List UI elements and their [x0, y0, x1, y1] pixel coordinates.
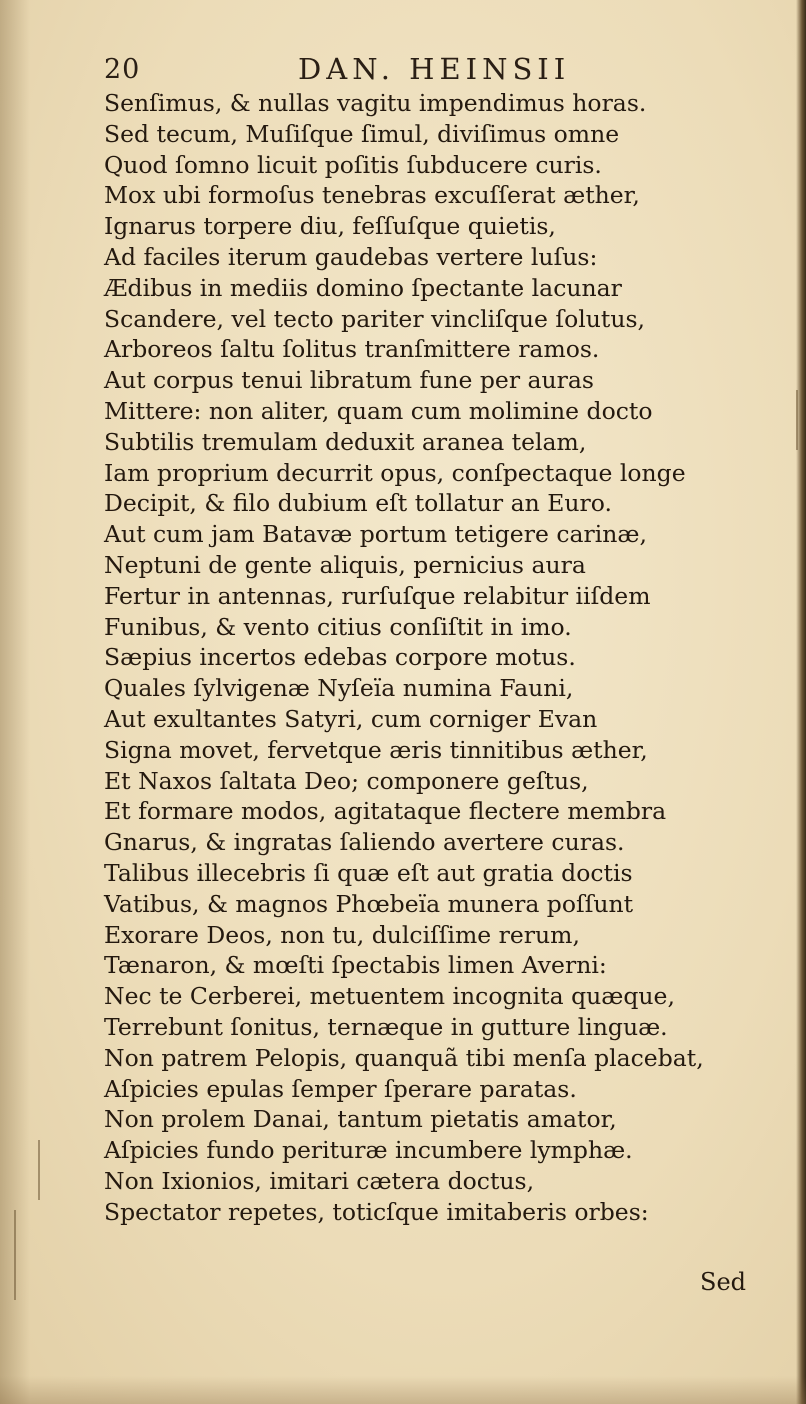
verse-line: Quales ſylvigenæ Nyſeïa numina Fauni, — [104, 674, 574, 703]
verse-line: Mox ubi formoſus tenebras excuſſerat æther, — [104, 181, 640, 210]
verse-line: Signa movet, fervetque æris tinnitibus æther, — [104, 735, 648, 764]
verse-line: Iam proprium decurrit opus, conſpectaque longe — [104, 458, 686, 487]
verse-line: Decipit, & filo dubium eſt tollatur an Euro. — [104, 489, 612, 518]
verse-line: Gnarus, & ingratas ſaliendo avertere curas. — [104, 828, 625, 857]
verse-line: Ignarus torpere diu, feſſuſque quietis, — [104, 212, 556, 241]
verse-line: Scandere, vel tecto pariter vincliſque ſolutus, — [104, 304, 646, 333]
verse-line: Non prolem Danai, tantum pietatis amator, — [104, 1105, 617, 1134]
verse-line: Aut exultantes Satyri, cum corniger Evan — [104, 704, 598, 733]
verse-line: Aut cum jam Batavæ portum tetigere carinæ, — [104, 520, 647, 549]
verse-line: Neptuni de gente aliquis, pernicius aura — [104, 550, 586, 579]
verse-line: Talibus illecebris ſi quæ eſt aut gratia doctis — [104, 858, 633, 887]
verse-line: Fertur in antennas, rurſuſque relabitur iiſdem — [104, 581, 651, 610]
verse-line: Quod ſomno licuit poſitis ſubducere curis. — [104, 150, 602, 179]
gutter-shadow — [0, 0, 30, 1404]
verse-line: Et Naxos ſaltata Deo; componere geſtus, — [104, 766, 589, 795]
verse-line: Aſpicies epulas ſemper ſperare paratas. — [104, 1074, 577, 1103]
verse-line: Ad faciles iterum gaudebas vertere luſus: — [104, 242, 598, 271]
verse-line: Sed tecum, Muſiſque ſimul, diviſimus omne — [104, 119, 620, 148]
verse-line: Spectator repetes, toticſque imitaberis orbes: — [104, 1197, 649, 1226]
verse-line: Funibus, & vento citius conſiſtit in imo. — [104, 612, 572, 641]
verse-line: Terrebunt ſonitus, ternæque in gutture linguæ. — [104, 1012, 668, 1041]
verse-line: Subtilis tremulam deduxit aranea telam, — [104, 427, 587, 456]
margin-mark — [796, 390, 798, 450]
verse-line: Sæpius incertos edebas corpore motus. — [104, 643, 576, 672]
verse-line: Senſimus, & nullas vagitu impendimus horas. — [104, 89, 647, 117]
verse-line: Mittere: non aliter, quam cum molimine docto — [104, 396, 653, 425]
verse-line: Exorare Deos, non tu, dulciſſime rerum, — [104, 920, 580, 949]
verse-line: Nec te Cerberei, metuentem incognita quæque, — [104, 982, 675, 1011]
verse-line: Ædibus in mediis domino ſpectante lacunar — [104, 273, 622, 302]
running-head: DAN. HEINSII — [298, 52, 571, 86]
verse-line: Vatibus, & magnos Phœbeïa munera poſſunt — [104, 889, 634, 918]
verse-line: Tænaron, & mœſti ſpectabis limen Averni: — [104, 951, 607, 980]
verse-line: Arboreos ſaltu ſolitus tranſmittere ramos. — [104, 335, 600, 364]
catchword: Sed — [700, 1268, 747, 1296]
verse-line: Non patrem Pelopis, quanquã tibi menſa placebat, — [104, 1043, 704, 1072]
verse-line: Non Ixionios, imitari cætera doctus, — [104, 1166, 535, 1195]
verse-line: Et formare modos, agitataque flectere membra — [104, 797, 667, 826]
margin-mark — [14, 1210, 16, 1300]
verse-line: Aſpicies fundo perituræ incumbere lymphæ. — [104, 1136, 633, 1165]
verse-block — [104, 88, 754, 1227]
bottom-edge-shadow — [0, 1376, 806, 1404]
page-number: 20 — [104, 54, 141, 85]
verse-line: Aut corpus tenui libratum fune per auras — [104, 366, 594, 395]
page-edge — [796, 0, 806, 1404]
margin-mark — [38, 1140, 40, 1200]
